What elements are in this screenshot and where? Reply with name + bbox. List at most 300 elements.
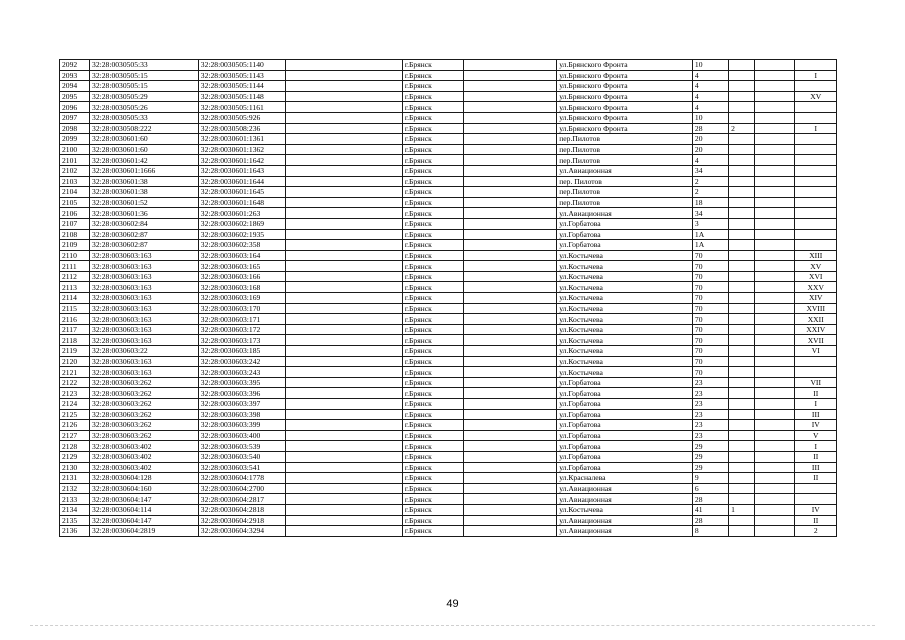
table-row [60, 165, 837, 176]
table-row [60, 208, 837, 219]
cell-row-number: 2093 [60, 70, 90, 81]
cell-empty [755, 144, 795, 155]
cell-empty [755, 504, 795, 515]
cell-empty [463, 165, 556, 176]
cell-building [729, 187, 755, 198]
cell-parcel-number: 32:28:0030505:33 [90, 60, 199, 71]
cell-empty [463, 430, 556, 441]
cell-object-number: 32:28:0030603:539 [198, 441, 285, 452]
cell-premises: VII [795, 377, 837, 388]
cell-object-number: 32:28:0030604:1778 [198, 473, 285, 484]
cell-building [729, 430, 755, 441]
cell-parcel-number: 32:28:0030604:114 [90, 504, 199, 515]
table-row [60, 515, 837, 526]
table-row [60, 462, 837, 473]
cell-city: г.Брянск [402, 293, 463, 304]
cell-street: ул.Горбатова [557, 441, 693, 452]
cell-premises [795, 144, 837, 155]
cell-empty [285, 123, 402, 134]
cell-empty [755, 377, 795, 388]
cell-object-number: 32:28:0030604:2918 [198, 515, 285, 526]
cell-row-number: 2104 [60, 187, 90, 198]
table-row [60, 526, 837, 537]
cell-row-number: 2120 [60, 356, 90, 367]
cell-object-number: 32:28:0030505:1144 [198, 81, 285, 92]
cell-row-number: 2121 [60, 367, 90, 378]
cell-row-number: 2094 [60, 81, 90, 92]
cell-object-number: 32:28:0030602:1935 [198, 229, 285, 240]
cell-building [729, 250, 755, 261]
cell-row-number: 2110 [60, 250, 90, 261]
table-row [60, 377, 837, 388]
cell-city: г.Брянск [402, 250, 463, 261]
cell-object-number: 32:28:0030604:2818 [198, 504, 285, 515]
cell-empty [285, 324, 402, 335]
cell-street: ул.Костычева [557, 261, 693, 272]
cell-street: ул.Горбатова [557, 399, 693, 410]
cell-city: г.Брянск [402, 420, 463, 431]
cell-empty [285, 197, 402, 208]
cell-empty [463, 515, 556, 526]
cell-parcel-number: 32:28:0030601:60 [90, 134, 199, 145]
cell-empty [755, 356, 795, 367]
table-row [60, 293, 837, 304]
table-row [60, 229, 837, 240]
cell-object-number: 32:28:0030601:1642 [198, 155, 285, 166]
cell-empty [285, 388, 402, 399]
cell-object-number: 32:28:0030603:169 [198, 293, 285, 304]
cell-house: 70 [692, 346, 728, 357]
cell-empty [463, 441, 556, 452]
cell-object-number: 32:28:0030505:1148 [198, 91, 285, 102]
cell-street: ул.Брянского Фронта [557, 70, 693, 81]
cell-house: 23 [692, 409, 728, 420]
cell-object-number: 32:28:0030603:173 [198, 335, 285, 346]
table-row [60, 314, 837, 325]
cell-parcel-number: 32:28:0030601:36 [90, 208, 199, 219]
cell-empty [285, 293, 402, 304]
cell-empty [463, 187, 556, 198]
cell-empty [463, 240, 556, 251]
cell-building [729, 112, 755, 123]
cell-premises [795, 81, 837, 92]
cell-street: ул.Авиационная [557, 165, 693, 176]
cell-street: пер. Пилотов [557, 176, 693, 187]
cell-empty [285, 504, 402, 515]
cell-city: г.Брянск [402, 155, 463, 166]
cell-row-number: 2103 [60, 176, 90, 187]
cell-house: 34 [692, 165, 728, 176]
table-row [60, 197, 837, 208]
cell-object-number: 32:28:0030603:185 [198, 346, 285, 357]
cell-row-number: 2114 [60, 293, 90, 304]
cell-empty [463, 462, 556, 473]
cell-building [729, 356, 755, 367]
cell-building [729, 70, 755, 81]
cell-empty [285, 102, 402, 113]
cell-row-number: 2092 [60, 60, 90, 71]
cell-building [729, 176, 755, 187]
cell-building [729, 134, 755, 145]
cell-empty [755, 367, 795, 378]
cell-city: г.Брянск [402, 430, 463, 441]
cell-building [729, 81, 755, 92]
cell-premises: XIV [795, 293, 837, 304]
cell-empty [463, 483, 556, 494]
cell-empty [285, 187, 402, 198]
cell-house: 10 [692, 112, 728, 123]
cell-street: ул.Костычева [557, 293, 693, 304]
cell-row-number: 2108 [60, 229, 90, 240]
cell-row-number: 2112 [60, 271, 90, 282]
cell-city: г.Брянск [402, 451, 463, 462]
cell-object-number: 32:28:0030603:399 [198, 420, 285, 431]
cell-object-number: 32:28:0030603:243 [198, 367, 285, 378]
cell-empty [285, 155, 402, 166]
cell-house: 70 [692, 303, 728, 314]
cell-premises: XXV [795, 282, 837, 293]
cell-empty [755, 462, 795, 473]
cell-building [729, 229, 755, 240]
cell-parcel-number: 32:28:0030603:262 [90, 420, 199, 431]
cell-parcel-number: 32:28:0030602:87 [90, 229, 199, 240]
cell-house: 2 [692, 176, 728, 187]
cell-empty [463, 324, 556, 335]
cell-row-number: 2117 [60, 324, 90, 335]
cell-empty [285, 144, 402, 155]
cell-parcel-number: 32:28:0030603:402 [90, 451, 199, 462]
cell-empty [285, 176, 402, 187]
cell-city: г.Брянск [402, 409, 463, 420]
cell-empty [463, 526, 556, 537]
cell-empty [755, 81, 795, 92]
cell-empty [755, 346, 795, 357]
cell-street: ул.Брянского Фронта [557, 81, 693, 92]
cell-empty [755, 388, 795, 399]
cell-building [729, 399, 755, 410]
cell-parcel-number: 32:28:0030603:163 [90, 293, 199, 304]
cell-city: г.Брянск [402, 197, 463, 208]
cell-street: ул.Костычева [557, 324, 693, 335]
cell-city: г.Брянск [402, 261, 463, 272]
cell-house: 70 [692, 271, 728, 282]
cell-parcel-number: 32:28:0030603:163 [90, 282, 199, 293]
cell-street: ул.Авиационная [557, 515, 693, 526]
cell-empty [463, 261, 556, 272]
cell-empty [463, 451, 556, 462]
cell-city: г.Брянск [402, 282, 463, 293]
cell-premises [795, 60, 837, 71]
cell-empty [285, 335, 402, 346]
cell-city: г.Брянск [402, 494, 463, 505]
cell-street: ул.Горбатова [557, 218, 693, 229]
cell-city: г.Брянск [402, 81, 463, 92]
cell-empty [285, 420, 402, 431]
cell-empty [463, 250, 556, 261]
property-register-table [59, 59, 837, 537]
cell-empty [755, 483, 795, 494]
cell-object-number: 32:28:0030603:395 [198, 377, 285, 388]
cell-street: ул.Костычева [557, 250, 693, 261]
cell-empty [285, 70, 402, 81]
table-row [60, 303, 837, 314]
cell-city: г.Брянск [402, 483, 463, 494]
cell-house: 70 [692, 367, 728, 378]
cell-parcel-number: 32:28:0030602:84 [90, 218, 199, 229]
cell-empty [463, 144, 556, 155]
cell-object-number: 32:28:0030602:358 [198, 240, 285, 251]
cell-parcel-number: 32:28:0030603:262 [90, 409, 199, 420]
cell-building [729, 409, 755, 420]
cell-premises [795, 187, 837, 198]
cell-city: г.Брянск [402, 504, 463, 515]
cell-object-number: 32:28:0030602:1869 [198, 218, 285, 229]
cell-empty [755, 430, 795, 441]
cell-street: пер.Пилотов [557, 155, 693, 166]
cell-empty [463, 112, 556, 123]
cell-row-number: 2098 [60, 123, 90, 134]
cell-object-number: 32:28:0030505:1143 [198, 70, 285, 81]
cell-building [729, 462, 755, 473]
cell-empty [755, 112, 795, 123]
cell-empty [463, 282, 556, 293]
cell-parcel-number: 32:28:0030601:42 [90, 155, 199, 166]
cell-house: 70 [692, 282, 728, 293]
cell-building [729, 197, 755, 208]
cell-house: 70 [692, 324, 728, 335]
cell-house: 4 [692, 70, 728, 81]
cell-parcel-number: 32:28:0030603:22 [90, 346, 199, 357]
cell-building [729, 144, 755, 155]
cell-building [729, 218, 755, 229]
cell-empty [755, 197, 795, 208]
cell-house: 2 [692, 187, 728, 198]
cell-premises [795, 208, 837, 219]
cell-empty [755, 303, 795, 314]
cell-empty [285, 399, 402, 410]
cell-parcel-number: 32:28:0030505:33 [90, 112, 199, 123]
cell-street: пер.Пилотов [557, 134, 693, 145]
cell-empty [285, 377, 402, 388]
cell-city: г.Брянск [402, 229, 463, 240]
cell-empty [755, 271, 795, 282]
cell-house: 20 [692, 144, 728, 155]
table-row [60, 473, 837, 484]
cell-city: г.Брянск [402, 346, 463, 357]
cell-parcel-number: 32:28:0030603:163 [90, 250, 199, 261]
cell-premises: XV [795, 261, 837, 272]
cell-empty [285, 250, 402, 261]
cell-parcel-number: 32:28:0030604:128 [90, 473, 199, 484]
cell-row-number: 2107 [60, 218, 90, 229]
cell-street: ул.Костычева [557, 356, 693, 367]
cell-street: ул.Горбатова [557, 409, 693, 420]
cell-parcel-number: 32:28:0030601:38 [90, 187, 199, 198]
cell-building: 1 [729, 504, 755, 515]
cell-house: 70 [692, 356, 728, 367]
cell-empty [755, 123, 795, 134]
cell-row-number: 2123 [60, 388, 90, 399]
cell-empty [463, 70, 556, 81]
cell-street: ул.Брянского Фронта [557, 102, 693, 113]
cell-house: 23 [692, 377, 728, 388]
cell-house: 70 [692, 250, 728, 261]
cell-house: 28 [692, 515, 728, 526]
cell-city: г.Брянск [402, 165, 463, 176]
cell-empty [755, 60, 795, 71]
cell-empty [463, 81, 556, 92]
cell-empty [285, 441, 402, 452]
cell-object-number: 32:28:0030603:540 [198, 451, 285, 462]
cell-empty [755, 102, 795, 113]
cell-parcel-number: 32:28:0030603:262 [90, 388, 199, 399]
cell-house: 29 [692, 462, 728, 473]
cell-empty [755, 134, 795, 145]
cell-object-number: 32:28:0030601:1362 [198, 144, 285, 155]
cell-empty [285, 165, 402, 176]
cell-object-number: 32:28:0030603:168 [198, 282, 285, 293]
cell-premises: I [795, 399, 837, 410]
cell-house: 6 [692, 483, 728, 494]
table-row [60, 250, 837, 261]
cell-premises: III [795, 409, 837, 420]
cell-premises: III [795, 462, 837, 473]
cell-building [729, 377, 755, 388]
table-row [60, 123, 837, 134]
table-row [60, 494, 837, 505]
cell-city: г.Брянск [402, 335, 463, 346]
cell-empty [463, 494, 556, 505]
cell-empty [285, 91, 402, 102]
table-row [60, 91, 837, 102]
cell-city: г.Брянск [402, 388, 463, 399]
cell-empty [285, 218, 402, 229]
cell-city: г.Брянск [402, 91, 463, 102]
cell-empty [285, 282, 402, 293]
cell-street: ул.Красналева [557, 473, 693, 484]
cell-house: 3 [692, 218, 728, 229]
cell-city: г.Брянск [402, 271, 463, 282]
cell-building [729, 483, 755, 494]
cell-empty [285, 515, 402, 526]
table-row [60, 187, 837, 198]
cell-object-number: 32:28:0030601:1645 [198, 187, 285, 198]
cell-object-number: 32:28:0030604:3294 [198, 526, 285, 537]
cell-empty [285, 473, 402, 484]
cell-empty [755, 70, 795, 81]
cell-empty [463, 91, 556, 102]
cell-parcel-number: 32:28:0030603:163 [90, 271, 199, 282]
table-row [60, 176, 837, 187]
cell-object-number: 32:28:0030508:236 [198, 123, 285, 134]
cell-street: ул.Костычева [557, 282, 693, 293]
table-row [60, 409, 837, 420]
cell-empty [755, 494, 795, 505]
cell-empty [285, 367, 402, 378]
cell-parcel-number: 32:28:0030505:29 [90, 91, 199, 102]
cell-street: ул.Брянского Фронта [557, 60, 693, 71]
cell-city: г.Брянск [402, 441, 463, 452]
cell-house: 10 [692, 60, 728, 71]
cell-parcel-number: 32:28:0030604:2819 [90, 526, 199, 537]
cell-city: г.Брянск [402, 102, 463, 113]
cell-parcel-number: 32:28:0030603:163 [90, 356, 199, 367]
cell-premises: I [795, 123, 837, 134]
cell-building [729, 420, 755, 431]
cell-row-number: 2100 [60, 144, 90, 155]
cell-empty [463, 335, 556, 346]
cell-empty [463, 314, 556, 325]
cell-row-number: 2124 [60, 399, 90, 410]
cell-building [729, 335, 755, 346]
cell-parcel-number: 32:28:0030603:402 [90, 462, 199, 473]
table-row [60, 399, 837, 410]
cell-row-number: 2113 [60, 282, 90, 293]
cell-row-number: 2109 [60, 240, 90, 251]
cell-object-number: 32:28:0030603:172 [198, 324, 285, 335]
cell-parcel-number: 32:28:0030601:52 [90, 197, 199, 208]
cell-object-number: 32:28:0030601:1644 [198, 176, 285, 187]
cell-empty [463, 303, 556, 314]
cell-empty [755, 165, 795, 176]
cell-city: г.Брянск [402, 356, 463, 367]
cell-premises [795, 165, 837, 176]
cell-house: 34 [692, 208, 728, 219]
cell-street: ул.Горбатова [557, 462, 693, 473]
cell-house: 1А [692, 229, 728, 240]
cell-street: ул.Авиационная [557, 494, 693, 505]
cell-building [729, 388, 755, 399]
cell-house: 28 [692, 494, 728, 505]
cell-empty [755, 515, 795, 526]
cell-empty [463, 420, 556, 431]
cell-empty [463, 208, 556, 219]
cell-empty [463, 399, 556, 410]
cell-empty [285, 208, 402, 219]
cell-row-number: 2116 [60, 314, 90, 325]
cell-empty [463, 134, 556, 145]
cell-object-number: 32:28:0030601:1643 [198, 165, 285, 176]
table-row [60, 388, 837, 399]
cell-premises: XXIV [795, 324, 837, 335]
cell-row-number: 2118 [60, 335, 90, 346]
table-row [60, 451, 837, 462]
cell-object-number: 32:28:0030604:2817 [198, 494, 285, 505]
cell-house: 70 [692, 261, 728, 272]
cell-empty [285, 483, 402, 494]
cell-city: г.Брянск [402, 70, 463, 81]
cell-row-number: 2128 [60, 441, 90, 452]
cell-house: 70 [692, 293, 728, 304]
cell-premises: IV [795, 504, 837, 515]
cell-row-number: 2096 [60, 102, 90, 113]
cell-house: 70 [692, 335, 728, 346]
cell-city: г.Брянск [402, 123, 463, 134]
cell-house: 4 [692, 91, 728, 102]
cell-empty [285, 261, 402, 272]
cell-empty [463, 346, 556, 357]
cell-city: г.Брянск [402, 60, 463, 71]
cell-row-number: 2133 [60, 494, 90, 505]
cell-premises: IV [795, 420, 837, 431]
cell-empty [463, 229, 556, 240]
cell-building [729, 293, 755, 304]
cell-house: 9 [692, 473, 728, 484]
cell-premises: XXII [795, 314, 837, 325]
table-row [60, 261, 837, 272]
cell-empty [755, 409, 795, 420]
cell-object-number: 32:28:0030603:164 [198, 250, 285, 261]
